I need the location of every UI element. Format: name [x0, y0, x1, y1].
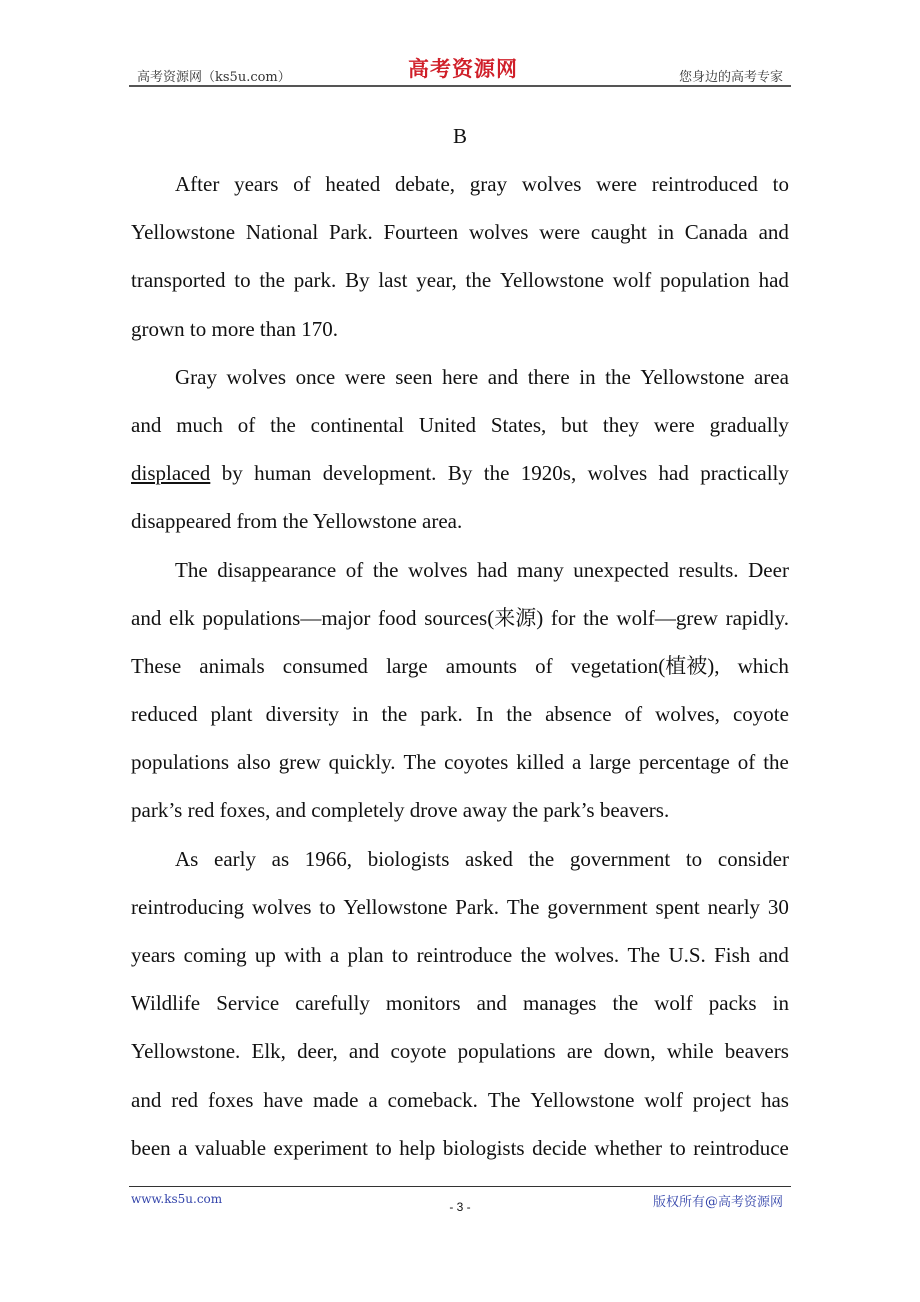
word: wolves [521, 172, 582, 196]
word: In [475, 702, 494, 727]
word: food [378, 605, 417, 630]
word: government [569, 846, 671, 871]
word: they [602, 412, 640, 437]
word: plan [347, 943, 384, 967]
word: comeback. [387, 1087, 478, 1112]
word: by [221, 461, 243, 486]
word: vegetation(植被), [570, 653, 720, 678]
word: to [772, 172, 789, 196]
footer-copyright: 版权所有@高考资源网 [652, 1195, 783, 1210]
word: Yellowstone [343, 894, 448, 919]
word: Yellowstone [640, 364, 745, 389]
text-line [131, 411, 789, 459]
word: Gray [175, 364, 217, 389]
text-line [131, 989, 789, 1037]
word: whether [594, 1135, 662, 1160]
word: U.S. [668, 943, 706, 967]
word: These [131, 653, 182, 678]
word: government [547, 894, 648, 919]
footer-url[interactable]: www.ks5u.com [131, 1192, 223, 1206]
word: project [692, 1087, 752, 1112]
word: killed [516, 750, 565, 775]
word: human [254, 461, 312, 486]
word: 1966, [304, 846, 353, 871]
word: the [270, 412, 296, 437]
word: By [447, 461, 473, 486]
word: which [737, 653, 789, 678]
passage-body [131, 170, 789, 1182]
word: of [237, 412, 256, 437]
word: to [669, 1135, 686, 1160]
word: Elk, [251, 1039, 286, 1064]
word: diversity [265, 702, 340, 727]
word: By [345, 268, 370, 293]
word: a [368, 1087, 378, 1112]
word: Yellowstone [499, 268, 604, 293]
word: reintroduce [416, 943, 513, 967]
word: and [758, 220, 789, 245]
word: once [295, 364, 336, 389]
text-line [131, 893, 789, 941]
underlined-word: displaced [131, 461, 211, 486]
word: and [131, 605, 162, 630]
text-line: grown to more than 170. [131, 316, 339, 341]
word: Park. [328, 220, 373, 245]
word: and [131, 412, 162, 437]
text-line [131, 363, 789, 411]
word: continental [310, 412, 404, 437]
word: and [476, 991, 507, 1016]
word: area [753, 364, 789, 389]
word: The [627, 943, 661, 967]
word: quickly. [328, 750, 396, 775]
word: grew [278, 750, 321, 775]
word: wolf [612, 268, 652, 293]
word: the [612, 991, 639, 1016]
word: the [528, 846, 555, 871]
word: wolves [251, 894, 312, 919]
word: wolf [654, 991, 693, 1016]
word: disappearance [217, 557, 337, 582]
word: nearly [707, 894, 761, 919]
word: in [579, 364, 596, 389]
word: United [418, 412, 476, 437]
word: Park. [455, 894, 500, 919]
header-logo: 高考资源网 [408, 56, 518, 81]
word: coyotes [444, 750, 509, 775]
word: there [527, 364, 570, 389]
word: of [293, 172, 311, 196]
word: are [566, 1039, 593, 1064]
word: of [535, 653, 553, 678]
word: valuable [194, 1135, 267, 1160]
word: Yellowstone [131, 220, 236, 245]
word: as [271, 846, 290, 871]
word: wolves [408, 557, 468, 582]
word: populations [131, 750, 229, 775]
word: population [660, 268, 750, 293]
word: Fourteen [383, 220, 459, 245]
word: The [175, 557, 208, 582]
word: National [245, 220, 319, 245]
word: unexpected [573, 557, 669, 582]
word: and [758, 943, 789, 967]
header-slogan: 您身边的高考专家 [678, 70, 783, 85]
word: to [319, 894, 336, 919]
word: Yellowstone [530, 1087, 635, 1112]
word: also [236, 750, 271, 775]
word: Deer [748, 557, 789, 582]
text-line [131, 170, 789, 218]
word: deer, [297, 1039, 338, 1064]
word: Service [216, 991, 280, 1016]
word: with [284, 943, 322, 967]
word: percentage [638, 750, 730, 775]
text-line: disappeared from the Yellowstone area. [131, 509, 463, 534]
word: early [214, 846, 256, 871]
word: the [605, 364, 631, 389]
text-line [131, 941, 789, 989]
word: of [737, 750, 756, 775]
word: foxes [207, 1087, 254, 1112]
word: wolf—grew [616, 605, 718, 630]
text-line [131, 218, 789, 266]
word: here [442, 364, 479, 389]
word: while [666, 1039, 714, 1064]
word: but [561, 412, 588, 437]
word: wolves [587, 461, 648, 486]
word: have [263, 1087, 304, 1112]
word: Canada [684, 220, 748, 245]
word: had [758, 268, 789, 293]
word: to [375, 1135, 392, 1160]
word: to [685, 846, 703, 871]
text-line [131, 266, 789, 314]
word: seen [395, 364, 433, 389]
word: a [329, 943, 340, 967]
footer-divider [129, 1186, 791, 1187]
word: coming [183, 943, 247, 967]
word: development. [322, 461, 437, 486]
word: made [312, 1087, 359, 1112]
text-line [131, 748, 789, 796]
word: to [391, 943, 409, 967]
word: The [403, 750, 437, 775]
section-title: B [452, 124, 467, 148]
word: red [171, 1087, 199, 1112]
word: the [372, 557, 399, 582]
word: the [465, 268, 492, 293]
text-line: park’s red foxes, and completely drove away the park’s beavers. [131, 798, 670, 823]
word: consumed [282, 653, 368, 678]
text-line [131, 1086, 789, 1134]
word: The [506, 894, 540, 919]
word: and [487, 364, 519, 389]
word: plant [210, 702, 253, 727]
word: in [772, 991, 789, 1016]
word: As [175, 846, 199, 871]
word: Yellowstone. [131, 1039, 241, 1064]
word: decide [532, 1135, 587, 1160]
word: the [520, 943, 547, 967]
word: the [506, 702, 533, 727]
word: a [572, 750, 582, 775]
word: amounts [445, 653, 517, 678]
word: States, [490, 412, 547, 437]
word: heated [325, 172, 381, 196]
word: were [596, 172, 637, 196]
word: were [539, 220, 581, 245]
word: wolves, [655, 702, 720, 727]
word: for [550, 605, 576, 630]
word: absence [545, 702, 612, 727]
word: the [763, 750, 789, 775]
word: years [234, 172, 279, 196]
word: beavers [724, 1039, 789, 1064]
word: reintroducing [131, 894, 245, 919]
word: park. [420, 702, 463, 727]
word: year, [416, 268, 457, 293]
text-line [131, 604, 789, 652]
header-site-name: 高考资源网（ks5u.com） [137, 70, 291, 85]
word: and [131, 1087, 162, 1112]
word: were [653, 412, 695, 437]
word: spent [655, 894, 700, 919]
word: consider [717, 846, 789, 871]
word: elk [169, 605, 195, 630]
word: the [583, 605, 609, 630]
word: reintroduce [693, 1135, 789, 1160]
word: caught [590, 220, 647, 245]
word: biologists [442, 1135, 525, 1160]
word: a [178, 1135, 188, 1160]
word: coyote [732, 702, 789, 727]
text-line [131, 556, 789, 604]
word: wolf [644, 1087, 683, 1112]
word: gray [469, 172, 508, 196]
word: the [381, 702, 408, 727]
word: had [477, 557, 508, 582]
text-line [131, 459, 789, 507]
word: the [483, 461, 510, 486]
word: biologists [367, 846, 450, 871]
word: 30 [767, 894, 789, 919]
word: debate, [394, 172, 456, 196]
word: many [517, 557, 564, 582]
word: reduced [131, 702, 198, 727]
word: up [254, 943, 276, 967]
word: populations [457, 1039, 556, 1064]
text-line [131, 1134, 789, 1182]
word: The [487, 1087, 521, 1112]
word: transported [131, 268, 226, 293]
word: animals [199, 653, 265, 678]
word: monitors [385, 991, 461, 1016]
word: Wildlife [131, 991, 201, 1016]
word: After [175, 172, 220, 196]
word: has [760, 1087, 789, 1112]
word: reintroduced [651, 172, 758, 196]
word: gradually [709, 412, 789, 437]
word: results. [678, 557, 739, 582]
word: coyote [390, 1039, 447, 1064]
word: in [352, 702, 369, 727]
word: wolves [226, 364, 287, 389]
word: the [259, 268, 285, 293]
word: large [386, 653, 428, 678]
word: of [624, 702, 643, 727]
word: large [589, 750, 631, 775]
word: wolves [468, 220, 529, 245]
word: last [378, 268, 408, 293]
word: down, [603, 1039, 656, 1064]
word: much [176, 412, 223, 437]
word: 1920s, [520, 461, 577, 486]
word: park. [293, 268, 337, 293]
text-line [131, 1037, 789, 1085]
word: manages [522, 991, 597, 1016]
word: sources(来源) [424, 605, 544, 630]
text-line [131, 700, 789, 748]
header-divider [129, 85, 791, 87]
word: practically [700, 461, 789, 486]
word: to [234, 268, 251, 293]
word: wolves. [554, 943, 620, 967]
text-line [131, 652, 789, 700]
word: and [348, 1039, 380, 1064]
word: of [345, 557, 364, 582]
word: carefully [295, 991, 370, 1016]
word: been [131, 1135, 171, 1160]
word: in [657, 220, 674, 245]
word: had [658, 461, 689, 486]
text-line [131, 845, 789, 893]
page-number: - 3 - [449, 1200, 471, 1214]
word: populations—major [202, 605, 371, 630]
word: help [399, 1135, 436, 1160]
word: rapidly. [725, 605, 789, 630]
word: years [131, 943, 176, 967]
word: Fish [714, 943, 751, 967]
word: experiment [273, 1135, 368, 1160]
word: packs [708, 991, 757, 1016]
word: asked [465, 846, 513, 871]
word: were [344, 364, 386, 389]
